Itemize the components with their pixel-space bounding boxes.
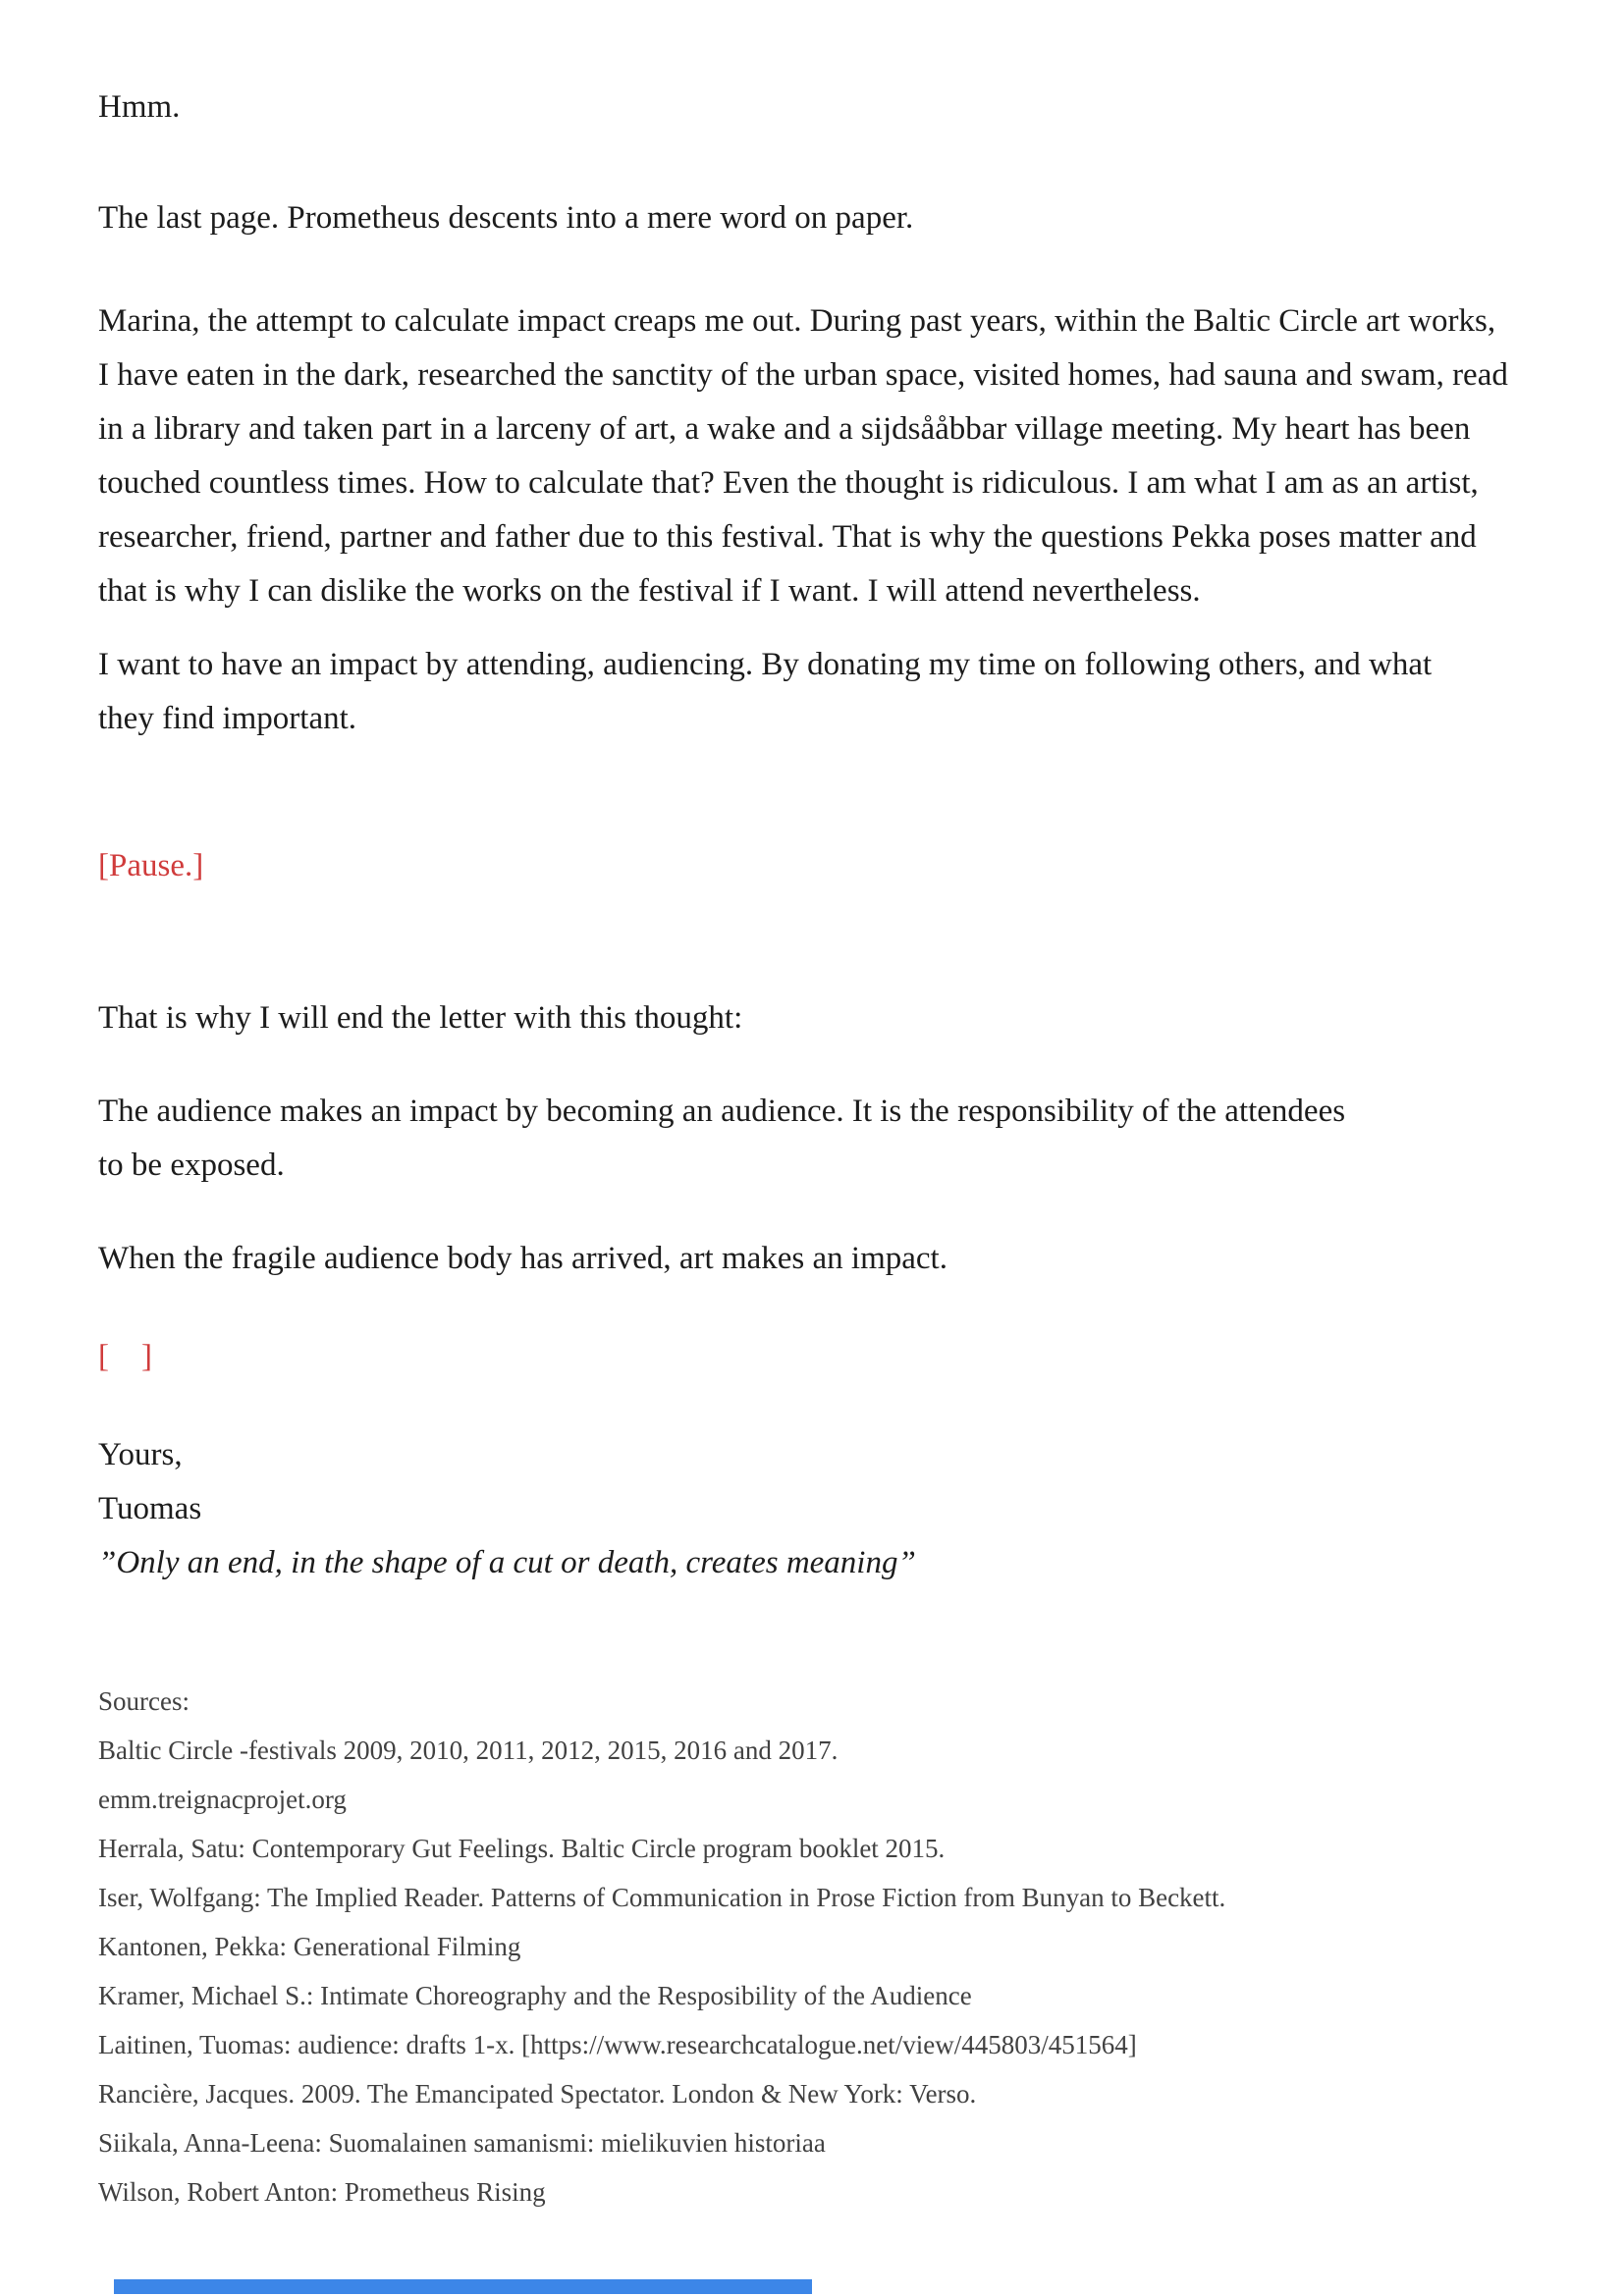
text-line: Marina, the attempt to calculate impact creaps me out. During past years, within the Baltic Circle art works, — [98, 303, 1496, 339]
empty-bracket-marker: [ ] — [98, 1339, 152, 1374]
text-line: The audience makes an impact by becoming an audience. It is the responsibility of the attendees — [98, 1094, 1346, 1129]
text-line: they find important. — [98, 701, 357, 736]
fragile-audience-line: When the fragile audience body has arrived, art makes an impact. — [98, 1241, 947, 1276]
letter-body — [98, 0, 1591, 1590]
source-entry-line: Iser, Wolfgang: The Implied Reader. Patterns of Communication in Prose Fiction from Bunyan to Beckett. — [98, 1883, 1226, 1912]
source-entry-line: Kramer, Michael S.: Intimate Choreography and the Resposibility of the Audience — [98, 1981, 972, 2010]
clipped-blue-bar — [114, 2279, 812, 2294]
text-line: researcher, friend, partner and father due to this festival. That is why the questions Pekka poses matter and — [98, 519, 1477, 555]
interjection-line: Hmm. — [98, 89, 181, 125]
source-entry-line: Wilson, Robert Anton: Prometheus Rising — [98, 2177, 546, 2207]
sources-list — [98, 1726, 1591, 2216]
text-line: touched countless times. How to calculate that? Even the thought is ridiculous. I am what I am as an artist, — [98, 465, 1479, 501]
source-entry-line: emm.treignacprojet.org — [98, 1785, 347, 1814]
sources-heading: Sources: — [98, 1686, 189, 1716]
main-paragraph — [98, 294, 1591, 618]
source-entry-line: Siikala, Anna-Leena: Suomalainen samanismi: mielikuvien historiaa — [98, 2128, 826, 2158]
text-line: to be exposed. — [98, 1148, 285, 1183]
source-entry-line: Laitinen, Tuomas: audience: drafts 1-x. [https://www.researchcatalogue.net/view/445803/451564] — [98, 2030, 1137, 2059]
audience-paragraph — [98, 1085, 1591, 1193]
source-entry-line: Baltic Circle -festivals 2009, 2010, 2011, 2012, 2015, 2016 and 2017. — [98, 1735, 839, 1765]
thought-intro-line: That is why I will end the letter with this thought: — [98, 1000, 743, 1036]
pause-marker: [Pause.] — [98, 848, 204, 883]
text-line: I want to have an impact by attending, audiencing. By donating my time on following others, and what — [98, 647, 1433, 682]
text-line: that is why I can dislike the works on the festival if I want. I will attend nevertheless. — [98, 573, 1201, 609]
last-page-line: The last page. Prometheus descents into a mere word on paper. — [98, 200, 914, 236]
signoff-yours-line: Yours, — [98, 1437, 183, 1472]
source-entry-line: Rancière, Jacques. 2009. The Emancipated Spectator. London & New York: Verso. — [98, 2079, 977, 2109]
signature-quote-line: ”Only an end, in the shape of a cut or death, creates meaning” — [98, 1545, 916, 1580]
source-entry-line: Kantonen, Pekka: Generational Filming — [98, 1932, 521, 1961]
text-line: in a library and taken part in a larceny of art, a wake and a sijdsååbbar village meeting. My heart has been — [98, 411, 1471, 447]
source-entry-line: Herrala, Satu: Contemporary Gut Feelings. Baltic Circle program booklet 2015. — [98, 1834, 946, 1863]
signoff-name-line: Tuomas — [98, 1491, 202, 1526]
impact-paragraph — [98, 638, 1591, 746]
signoff-block — [98, 1428, 1591, 1590]
text-line: I have eaten in the dark, researched the sanctity of the urban space, visited homes, had sauna and swam, read — [98, 357, 1508, 393]
sources-section — [98, 1677, 1591, 2216]
